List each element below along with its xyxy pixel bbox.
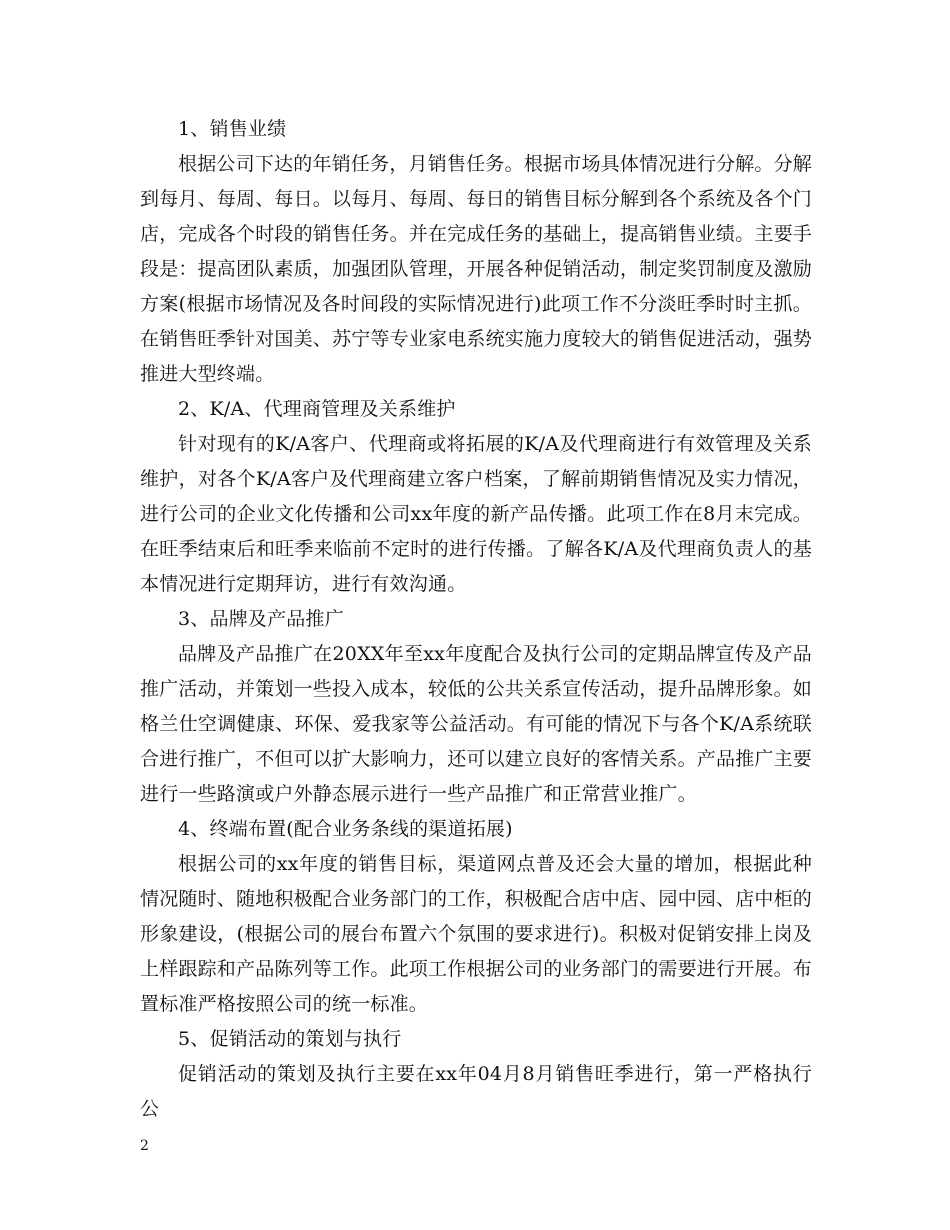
section-4-paragraph: 根据公司的xx年度的销售目标，渠道网点普及还会大量的增加，根据此种情况随时、随地积极配合业务部门的工作，积极配合店中店、园中园、店中柜的形象建设，(根据公司的展台布置六个氛围的要求进行)。积极对促销安排上岗及上样跟踪和产品陈列等工作。此项工作根据公司的业务部门的需要进行开展。布置标准严格按照公司的统一标准。 <box>140 853 813 1015</box>
section-3-paragraph: 品牌及产品推广在20XX年至xx年度配合及执行公司的定期品牌宣传及产品推广活动，并策划一些投入成本，较低的公共关系宣传活动，提升品牌形象。如格兰仕空调健康、环保、爱我家等公益活动。有可能的情况下与各个K/A系统联合进行推广，不但可以扩大影响力，还可以建立良好的客情关系。产品推广主要进行一些路演或户外静态展示进行一些产品推广和正常营业推广。 <box>140 643 813 805</box>
section-2-paragraph: 针对现有的K/A客户、代理商或将拓展的K/A及代理商进行有效管理及关系维护，对各个K/A客户及代理商建立客户档案，了解前期销售情况及实力情况，进行公司的企业文化传播和公司xx年度的新产品传播。此项工作在8月末完成。在旺季结束后和旺季来临前不定时的进行传播。了解各K/A及代理商负责人的基本情况进行定期拜访，进行有效沟通。 <box>140 433 812 595</box>
section-5-paragraph: 促销活动的策划及执行主要在xx年04月8月销售旺季进行，第一严格执行公 <box>140 1063 812 1120</box>
section-1-paragraph: 根据公司下达的年销任务，月销售任务。根据市场具体情况进行分解。分解到每月、每周、每日。以每月、每周、每日的销售目标分解到各个系统及各个门店，完成各个时段的销售任务。并在完成任务的基础上，提高销售业绩。主要手段是：提高团队素质，加强团队管理，开展各种促销活动，制定奖罚制度及激励方案(根据市场情况及各时间段的实际情况进行)此项工作不分淡旺季时时主抓。在销售旺季针对国美、苏宁等专业家电系统实施力度较大的销售促进活动，强势推进大型终端。 <box>140 153 813 385</box>
section-2-heading: 2、K/A、代理商管理及关系维护 <box>178 398 456 420</box>
document-body <box>140 112 812 1127</box>
section-5-heading: 5、促销活动的策划与执行 <box>178 1028 402 1050</box>
page-number: 2 <box>140 1138 149 1154</box>
section-4-heading: 4、终端布置(配合业务条线的渠道拓展) <box>178 818 513 840</box>
section-3-heading: 3、品牌及产品推广 <box>178 608 344 630</box>
section-1-heading: 1、销售业绩 <box>178 118 287 140</box>
